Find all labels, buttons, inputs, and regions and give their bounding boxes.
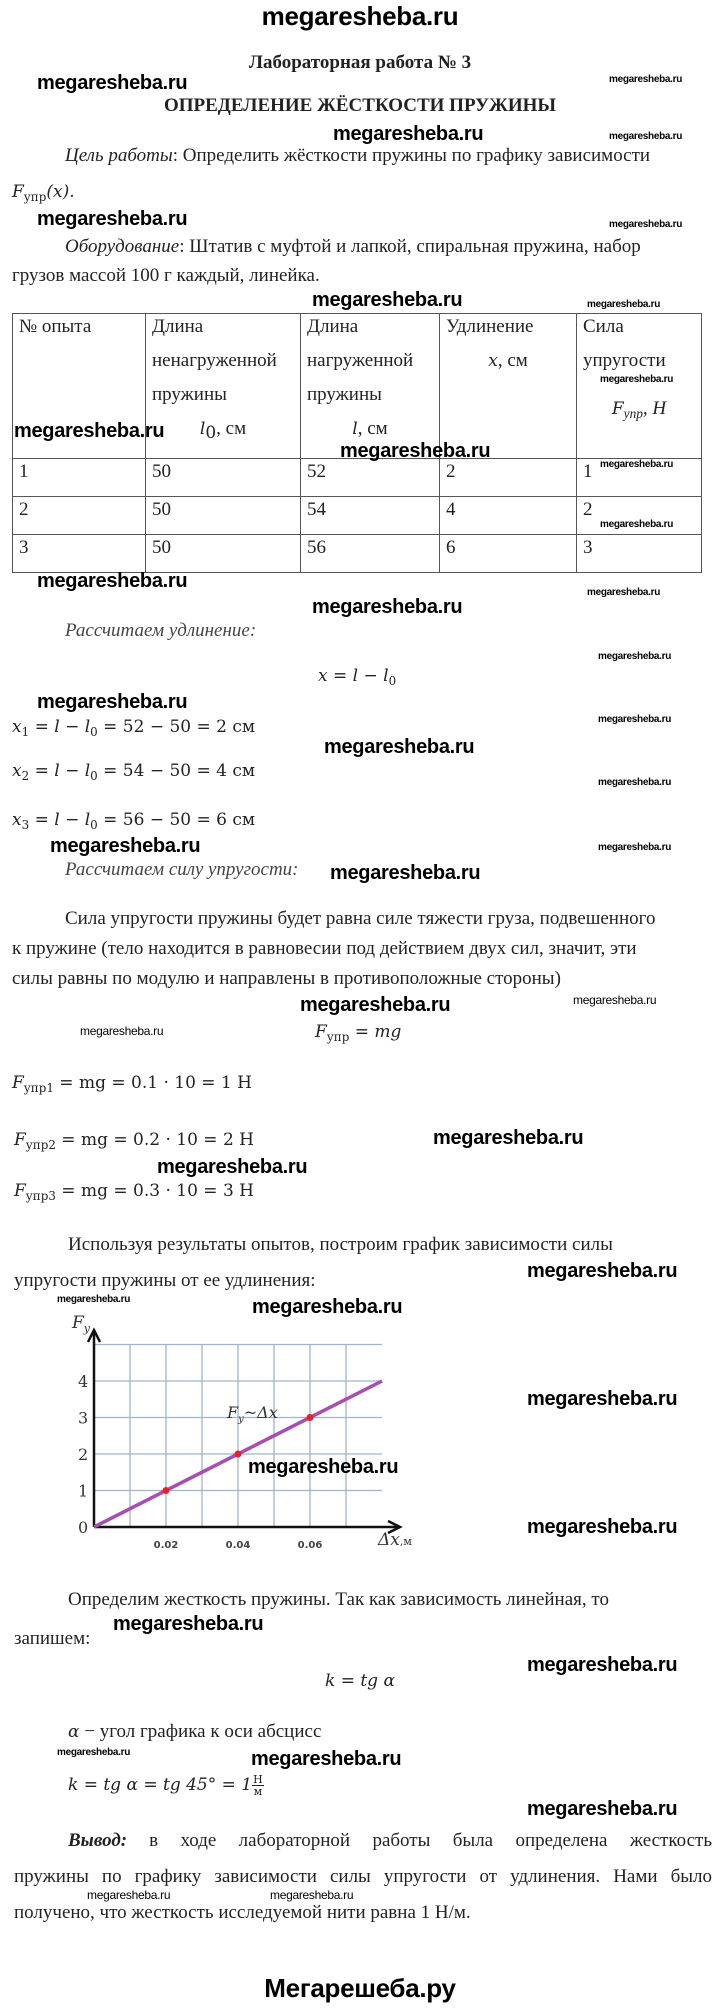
- watermark: megaresheba.ru: [270, 1888, 354, 1902]
- symbol: F: [14, 1181, 26, 1201]
- graph-intro-line-1: Используя результаты опытов, построим график зависимости силы: [68, 1234, 613, 1255]
- formula-rest: = mg: [349, 1022, 402, 1042]
- unit: , см: [216, 418, 247, 439]
- watermark: megaresheba.ru: [587, 299, 661, 310]
- watermark: megaresheba.ru: [312, 289, 463, 311]
- header-text: Длина: [307, 316, 359, 337]
- header-text: № опыта: [19, 316, 92, 337]
- equipment-line-2: грузов массой 100 г каждый, линейка.: [12, 265, 320, 286]
- conclusion-label: Вывод:: [68, 1830, 128, 1851]
- lhs: x: [12, 761, 22, 781]
- watermark: megaresheba.ru: [57, 1294, 131, 1305]
- symbol: F: [12, 1073, 24, 1093]
- watermark: megaresheba.ru: [600, 519, 674, 530]
- unit: , см: [497, 350, 528, 371]
- y-tick-label: 2: [78, 1445, 89, 1464]
- watermark: megaresheba.ru: [157, 1156, 308, 1178]
- header-text: нагруженной: [307, 350, 414, 371]
- x-axis-label: Δx,м: [378, 1530, 412, 1550]
- watermark: megaresheba.ru: [598, 714, 672, 725]
- table-cell: 2: [577, 497, 702, 535]
- x-tick-label: 0.04: [225, 1540, 251, 1551]
- header-text: упругости: [583, 350, 666, 371]
- header-unit: [307, 418, 433, 440]
- symbol: l: [199, 419, 206, 439]
- watermark: megaresheba.ru: [609, 131, 683, 142]
- lhs-sub: 3: [21, 818, 30, 832]
- watermark: megaresheba.ru: [527, 1654, 678, 1676]
- watermark: megaresheba.ru: [113, 1613, 264, 1635]
- stiffness-result: [68, 1774, 264, 1797]
- table-cell: 4: [440, 497, 577, 535]
- y-axis-label: $F_y$: [72, 1313, 91, 1335]
- equipment-text: : Штатив с муфтой и лапкой, спиральная пружина, набор: [179, 236, 641, 257]
- symbol-sub: упр3: [25, 1189, 56, 1203]
- rest: = mg = 0.3 · 10 = 3 H: [55, 1181, 254, 1201]
- watermark: megaresheba.ru: [598, 651, 672, 662]
- watermark: megaresheba.ru: [300, 994, 451, 1016]
- watermark: megaresheba.ru: [609, 74, 683, 85]
- force-para-line-3: силы равны по модулю и направлены в противоположные стороны): [12, 968, 561, 989]
- lhs: x: [12, 810, 22, 830]
- header-text: Сила: [583, 316, 624, 337]
- table-cell: 54: [301, 497, 440, 535]
- formula-sub: 0: [388, 674, 397, 688]
- y-tick-label: 3: [78, 1408, 89, 1428]
- chart-grid: [94, 1345, 382, 1528]
- table-cell: 50: [146, 459, 301, 497]
- table-row: [13, 459, 702, 497]
- symbol: l: [352, 419, 358, 439]
- alpha-text: − угол графика к оси абсцисс: [79, 1721, 322, 1742]
- result-text: k = tg α = tg 45° = 1: [68, 1775, 253, 1795]
- watermark: megaresheba.ru: [598, 777, 672, 788]
- footer-logo: Мегарешеба.ру: [264, 1973, 456, 2003]
- mid: = l − l: [29, 717, 91, 737]
- rest: = mg = 0.2 · 10 = 2 H: [55, 1130, 254, 1150]
- watermark: megaresheba.ru: [340, 440, 491, 462]
- site-watermark-header: megaresheba.ru: [261, 1, 459, 31]
- watermark: megaresheba.ru: [80, 1024, 164, 1038]
- symbol-sub: упр1: [23, 1081, 54, 1095]
- watermark: megaresheba.ru: [57, 1747, 131, 1758]
- rest: = mg = 0.1 · 10 = 1 H: [53, 1073, 252, 1093]
- force-para-line-2: к пружине (тело находится в равновесии под действием двух сил, значит, эти: [12, 938, 637, 959]
- table-cell: 3: [13, 535, 146, 573]
- header-unit: [583, 398, 695, 420]
- mid-sub: 0: [90, 725, 98, 739]
- header-cell: [301, 314, 440, 459]
- table-cell: 56: [301, 535, 440, 573]
- symbol-sub: 0: [205, 423, 217, 443]
- conclusion-line-3: получено, что жесткость исследуемой нити равна 1 Н/м.: [14, 1902, 471, 1923]
- watermark: megaresheba.ru: [312, 596, 463, 618]
- force-line-2: [14, 1130, 254, 1150]
- header-text: Длина: [152, 316, 204, 337]
- watermark: megaresheba.ru: [527, 1260, 678, 1282]
- watermark: megaresheba.ru: [330, 862, 481, 884]
- elongation-heading: Рассчитаем удлинение:: [65, 620, 257, 641]
- mid-sub: 0: [90, 818, 98, 832]
- table-cell: 50: [146, 535, 301, 573]
- lhs-sub: 2: [21, 769, 30, 783]
- formula-sub: упр: [326, 1030, 350, 1044]
- formula-sub: упр: [23, 190, 47, 204]
- header-cell: [146, 314, 301, 459]
- watermark: megaresheba.ru: [600, 459, 674, 470]
- symbol-sub: упр2: [25, 1138, 56, 1152]
- table-cell: 1: [13, 459, 146, 497]
- watermark: megaresheba.ru: [587, 587, 661, 598]
- elongation-line-1: [12, 717, 255, 737]
- table-cell: 6: [440, 535, 577, 573]
- header-unit: [446, 350, 570, 372]
- goal-text: : Определить жёсткости пружины по графику зависимости: [172, 145, 651, 166]
- force-heading: Рассчитаем силу упругости:: [65, 859, 299, 880]
- table-row: [13, 497, 702, 535]
- watermark: megaresheba.ru: [433, 1127, 584, 1149]
- header-text: Удлинение: [446, 316, 534, 337]
- force-elongation-chart: [0, 1290, 440, 1560]
- goal-line: [65, 145, 650, 167]
- header-unit: [152, 418, 294, 443]
- symbol: x: [488, 351, 498, 371]
- formula-rest: (x).: [46, 182, 75, 202]
- lhs: x: [12, 717, 22, 737]
- watermark: megaresheba.ru: [248, 1456, 399, 1478]
- x-tick-label: 0.02: [153, 1540, 179, 1551]
- force-formula: [315, 1022, 401, 1042]
- symbol-sub: упр: [623, 406, 643, 421]
- elongation-line-3: [12, 810, 255, 830]
- table-cell: 52: [301, 459, 440, 497]
- watermark: megaresheba.ru: [252, 1296, 403, 1318]
- watermark: megaresheba.ru: [600, 374, 674, 385]
- rest: = 54 − 50 = 4 см: [97, 761, 256, 781]
- elongation-formula: [318, 666, 396, 686]
- rest: = 52 − 50 = 2 см: [97, 717, 256, 737]
- symbol: F: [611, 399, 624, 419]
- watermark: megaresheba.ru: [527, 1516, 678, 1538]
- data-point: [307, 1414, 314, 1421]
- conclusion-line-1: [68, 1830, 712, 1852]
- table-cell: 2: [13, 497, 146, 535]
- watermark: megaresheba.ru: [598, 842, 672, 853]
- unit: , см: [357, 418, 388, 439]
- watermark: megaresheba.ru: [50, 835, 201, 857]
- lab-title: Лабораторная работа № 3: [248, 52, 472, 73]
- force-line-3: [14, 1181, 254, 1201]
- table-cell: 2: [440, 459, 577, 497]
- watermark: megaresheba.ru: [87, 1888, 171, 1902]
- unit-denominator: м: [253, 1785, 263, 1798]
- unit: , H: [642, 398, 667, 419]
- header-cell: [577, 314, 702, 459]
- watermark: megaresheba.ru: [333, 123, 484, 145]
- watermark: megaresheba.ru: [573, 993, 657, 1007]
- data-point: [235, 1451, 242, 1458]
- formula-symbol: F: [315, 1022, 327, 1042]
- watermark: megaresheba.ru: [527, 1388, 678, 1410]
- force-line-1: [12, 1073, 252, 1093]
- y-tick-label: 0: [78, 1518, 89, 1537]
- watermark: megaresheba.ru: [609, 219, 683, 230]
- data-point: [163, 1487, 170, 1494]
- table-row: [13, 535, 702, 573]
- stiffness-formula: k = tg α: [325, 1671, 395, 1691]
- header-text: ненагруженной: [152, 350, 277, 371]
- stiffness-para-line-2: запишем:: [14, 1628, 91, 1649]
- mid: = l − l: [29, 810, 91, 830]
- mid-sub: 0: [90, 769, 98, 783]
- unit-numerator: Н: [253, 1773, 263, 1786]
- lab-subtitle: ОПРЕДЕЛЕНИЕ ЖЁСТКОСТИ ПРУЖИНЫ: [163, 95, 557, 116]
- goal-label: Цель работы: [65, 145, 173, 166]
- x-tick-label: 0.06: [297, 1540, 323, 1551]
- rest: = 56 − 50 = 6 см: [97, 810, 256, 830]
- watermark: megaresheba.ru: [251, 1748, 402, 1770]
- goal-formula: [12, 181, 75, 203]
- force-para-line-1: Сила упругости пружины будет равна силе тяжести груза, подвешенного: [65, 908, 656, 929]
- unit-fraction: [252, 1774, 264, 1797]
- chart-annotation: $F_y\sim\Delta x$: [227, 1403, 278, 1425]
- header-text: пружины: [307, 384, 382, 405]
- lhs-sub: 1: [21, 725, 30, 739]
- y-tick-label: 1: [78, 1481, 89, 1501]
- watermark: megaresheba.ru: [37, 691, 188, 713]
- stiffness-para-line-1: Определим жесткость пружины. Так как зависимость линейная, то: [68, 1589, 609, 1610]
- table-cell: 1: [577, 459, 702, 497]
- conclusion-text: в ходе лабораторной работы была определена жесткость: [149, 1830, 712, 1851]
- equipment-line: [65, 236, 641, 258]
- watermark: megaresheba.ru: [527, 1798, 678, 1820]
- table-cell: 3: [577, 535, 702, 573]
- y-tick-label: 4: [78, 1372, 89, 1391]
- mid: = l − l: [29, 761, 91, 781]
- elongation-line-2: [12, 761, 255, 781]
- equipment-label: Оборудование: [65, 236, 180, 257]
- watermark: megaresheba.ru: [37, 208, 188, 230]
- watermark: megaresheba.ru: [14, 420, 165, 442]
- header-cell: [440, 314, 577, 459]
- formula-symbol: F: [12, 182, 24, 202]
- alpha-symbol: α: [68, 1722, 80, 1742]
- watermark: megaresheba.ru: [324, 736, 475, 758]
- alpha-definition: [68, 1721, 321, 1743]
- header-text: пружины: [152, 384, 227, 405]
- formula-text: x = l − l: [318, 666, 389, 686]
- table-cell: 50: [146, 497, 301, 535]
- conclusion-line-2: пружины по графику зависимости силы упругости от удлинения. Нами было: [14, 1866, 712, 1887]
- watermark: megaresheba.ru: [37, 570, 188, 592]
- watermark: megaresheba.ru: [37, 72, 188, 94]
- symbol: F: [14, 1130, 26, 1150]
- graph-intro-line-2: упругости пружины от ее удлинения:: [14, 1270, 316, 1291]
